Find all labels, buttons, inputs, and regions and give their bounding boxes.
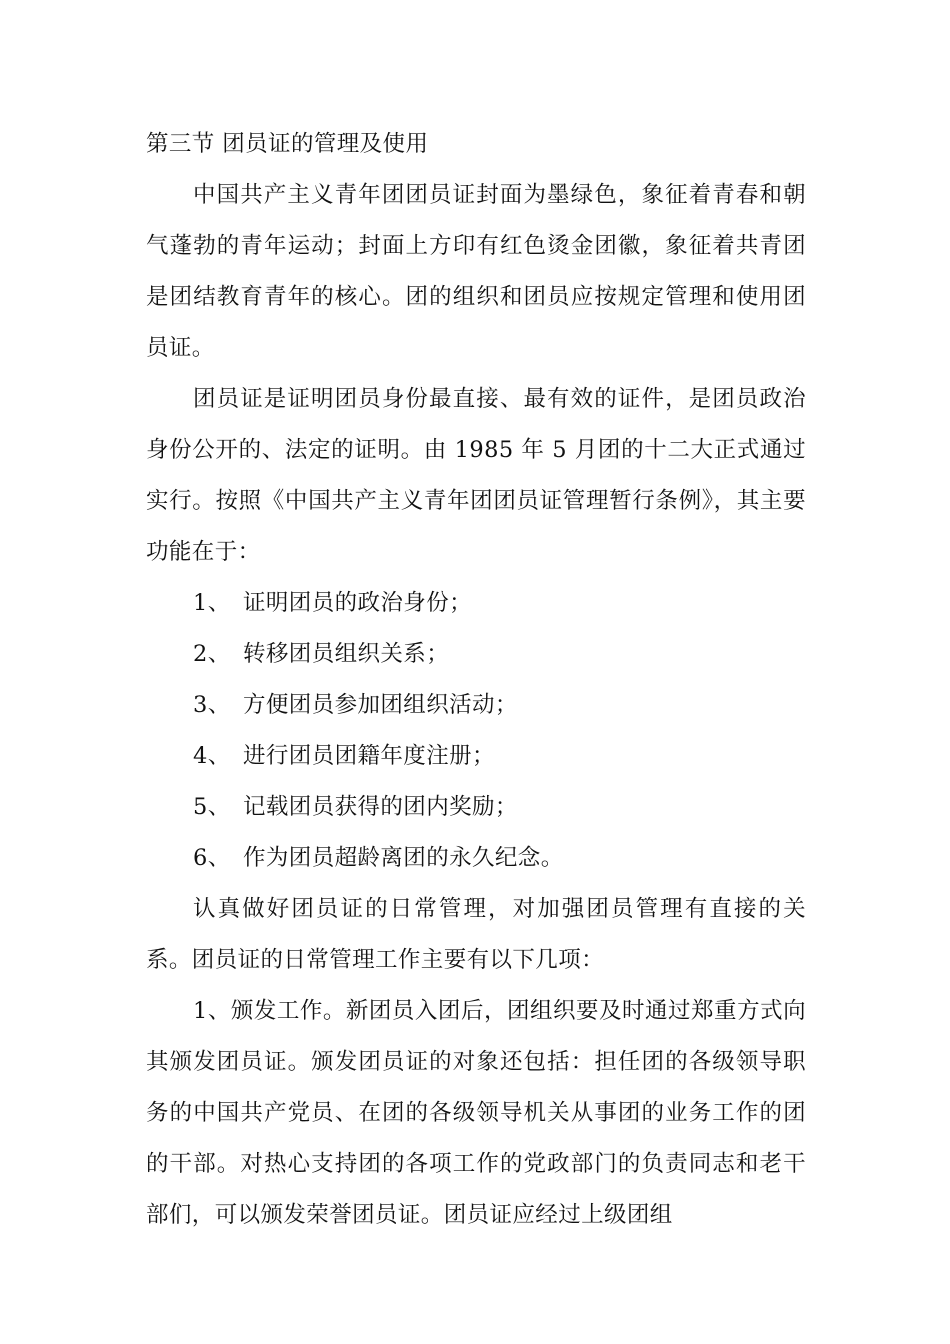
list-item-text: 证明团员的政治身份； bbox=[243, 590, 473, 616]
function-list-item bbox=[146, 680, 806, 731]
function-list-item bbox=[146, 833, 806, 884]
list-item-number: 5、 bbox=[193, 794, 231, 820]
list-item-text: 作为团员超龄离团的永久纪念。 bbox=[243, 845, 564, 871]
document-body bbox=[146, 119, 806, 1241]
list-item-text: 方便团员参加团组织活动； bbox=[243, 692, 518, 718]
list-item-number: 6、 bbox=[193, 845, 231, 871]
paragraph-cover-description: 中国共产主义青年团团员证封面为墨绿色，象征着青春和朝气蓬勃的青年运动；封面上方印有红色烫金团徽，象征着共青团是团结教育青年的核心。团的组织和团员应按规定管理和使用团员证。 bbox=[146, 182, 806, 361]
list-item-text: 转移团员组织关系； bbox=[243, 641, 450, 667]
function-list-item bbox=[146, 629, 806, 680]
list-item-number: 1、 bbox=[193, 590, 231, 616]
list-item-number: 3、 bbox=[193, 692, 231, 718]
list-item-text: 进行团员团籍年度注册； bbox=[243, 743, 495, 769]
function-list-item bbox=[146, 782, 806, 833]
paragraph-issuance: 1、颁发工作。新团员入团后，团组织要及时通过郑重方式向其颁发团员证。颁发团员证的对象还包括：担任团的各级领导职务的中国共产党员、在团的各级领导机关从事团的业务工作的团的干部。对热心支持团的各项工作的党政部门的负责同志和老干部们，可以颁发荣誉团员证。团员证应经过上级团组 bbox=[146, 998, 806, 1228]
paragraph-certificate-definition: 团员证是证明团员身份最直接、最有效的证件，是团员政治身份公开的、法定的证明。由 1985 年 5 月团的十二大正式通过实行。按照《中国共产主义青年团团员证管理暂行条例》，其主要功能在于： bbox=[146, 386, 806, 565]
list-item-number: 2、 bbox=[193, 641, 231, 667]
list-item-number: 4、 bbox=[193, 743, 231, 769]
function-list-item bbox=[146, 578, 806, 629]
section-title: 第三节 团员证的管理及使用 bbox=[146, 131, 429, 157]
function-list-item bbox=[146, 731, 806, 782]
paragraph-management-intro: 认真做好团员证的日常管理，对加强团员管理有直接的关系。团员证的日常管理工作主要有以下几项： bbox=[146, 896, 806, 973]
list-item-text: 记载团员获得的团内奖励； bbox=[243, 794, 518, 820]
